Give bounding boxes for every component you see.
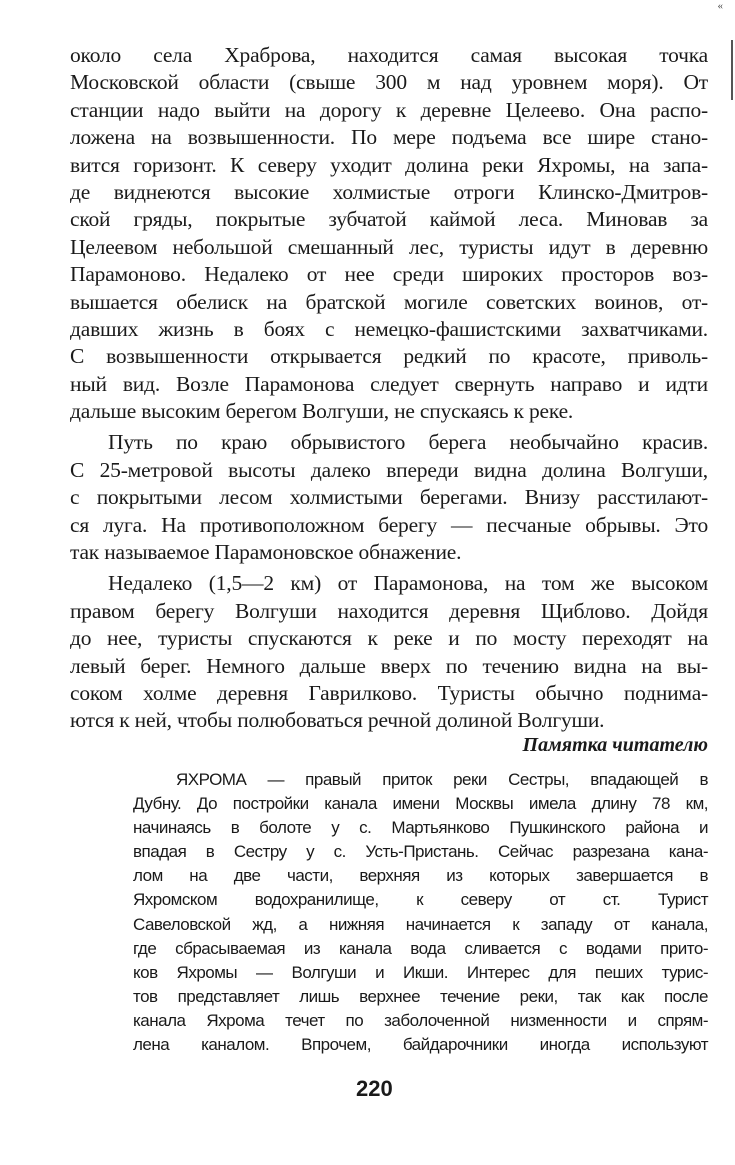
text-line: С 25-метровой высоты далеко впереди видна долина Волгуши,: [70, 457, 708, 482]
paragraph: [70, 429, 708, 566]
note-line: ков Яхромы — Волгуши и Икши. Интерес для пеших турис-: [133, 962, 708, 982]
text-line: левый берег. Немного дальше вверх по течению видна на вы-: [70, 653, 708, 678]
note-line: Дубну. До постройки канала имени Москвы имела длину 78 км,: [133, 794, 708, 814]
corner-mark: «: [717, 0, 723, 12]
text-line: так называемое Парамоновское обнажение.: [70, 540, 462, 565]
text-line: С возвышенности открывается редкий по красоте, приволь-: [70, 344, 708, 369]
note-line: ЯХРОМА — правый приток реки Сестры, впадающей в: [176, 770, 708, 789]
paragraph: [70, 42, 708, 425]
text-line: дальше высоким берегом Волгуши, не спускаясь к реке.: [70, 399, 574, 424]
text-line: ются к ней, чтобы полюбоваться речной долиной Волгуши.: [70, 708, 605, 733]
text-line: Недалеко (1,5—2 км) от Парамонова, на том же высоком: [108, 571, 708, 596]
note-line: лена каналом. Впрочем, байдарочники иногда используют: [133, 1035, 708, 1055]
text-line: вышается обелиск на братской могиле советских воинов, от-: [70, 289, 708, 314]
text-line: с покрытыми лесом холмистыми берегами. Внизу расстилают-: [70, 485, 708, 510]
text-line: около села Храброва, находится самая высокая точка: [70, 43, 708, 67]
note-line: впадая в Сестру у с. Усть-Пристань. Сейчас разрезана кана-: [133, 842, 708, 862]
note-line: канала Яхрома течет по заболоченной низменности и спрям-: [133, 1010, 708, 1030]
text-line: де виднеются высокие холмистые отроги Клинско-Дмитров-: [70, 179, 708, 204]
text-line: ся луга. На противоположном берегу — песчаные обрывы. Это: [70, 512, 708, 537]
note-line: Савеловской жд, а нижняя начинается к западу от канала,: [133, 914, 708, 934]
text-line: соком холме деревня Гаврилково. Туристы обычно поднима-: [70, 680, 708, 705]
text-line: до нее, туристы спускаются к реке и по мосту переходят на: [70, 626, 708, 651]
text-line: давших жизнь в боях с немецко-фашистскими захватчиками.: [70, 316, 708, 341]
note-line: лом на две части, верхняя из которых завершается в: [133, 866, 708, 886]
text-line: ской гряды, покрытые зубчатой каймой леса. Миновав за: [70, 207, 708, 232]
text-line: ный вид. Возле Парамонова следует свернуть направо и идти: [70, 371, 708, 396]
note-line: где сбрасываемая из канала вода сливается с водами прито-: [133, 938, 708, 958]
text-line: Московской области (свыше 300 м над уровнем моря). От: [70, 70, 708, 95]
text-line: Целеевом небольшой смешанный лес, туристы идут в деревню: [70, 234, 708, 259]
text-line: правом берегу Волгуши находится деревня Щиблово. Дойдя: [70, 598, 708, 623]
text-line: ложена на возвышенности. По мере подъема все шире стано-: [70, 125, 708, 150]
page-number: 220: [356, 1076, 393, 1101]
note-line: Яхромском водохранилище, к северу от ст. Турист: [133, 890, 708, 910]
paragraph: [70, 570, 708, 734]
note-line: тов представляет лишь верхнее течение реки, так как после: [133, 986, 708, 1006]
text-line: станции надо выйти на дорогу к деревне Целеево. Она распо-: [70, 97, 708, 122]
page-edge-shadow: [731, 40, 733, 100]
main-text: [70, 42, 708, 735]
text-line: Парамоново. Недалеко от нее среди широких просторов воз-: [70, 262, 708, 287]
reader-note-heading: Памятка читателю: [522, 734, 708, 756]
text-line: Путь по краю обрывистого берега необычайно красив.: [108, 430, 708, 455]
note-line: начинаясь в болоте у с. Мартьянково Пушкинского района и: [133, 818, 708, 838]
reader-note-body: [133, 768, 708, 1057]
text-line: вится горизонт. К северу уходит долина реки Яхромы, на запа-: [70, 152, 708, 177]
